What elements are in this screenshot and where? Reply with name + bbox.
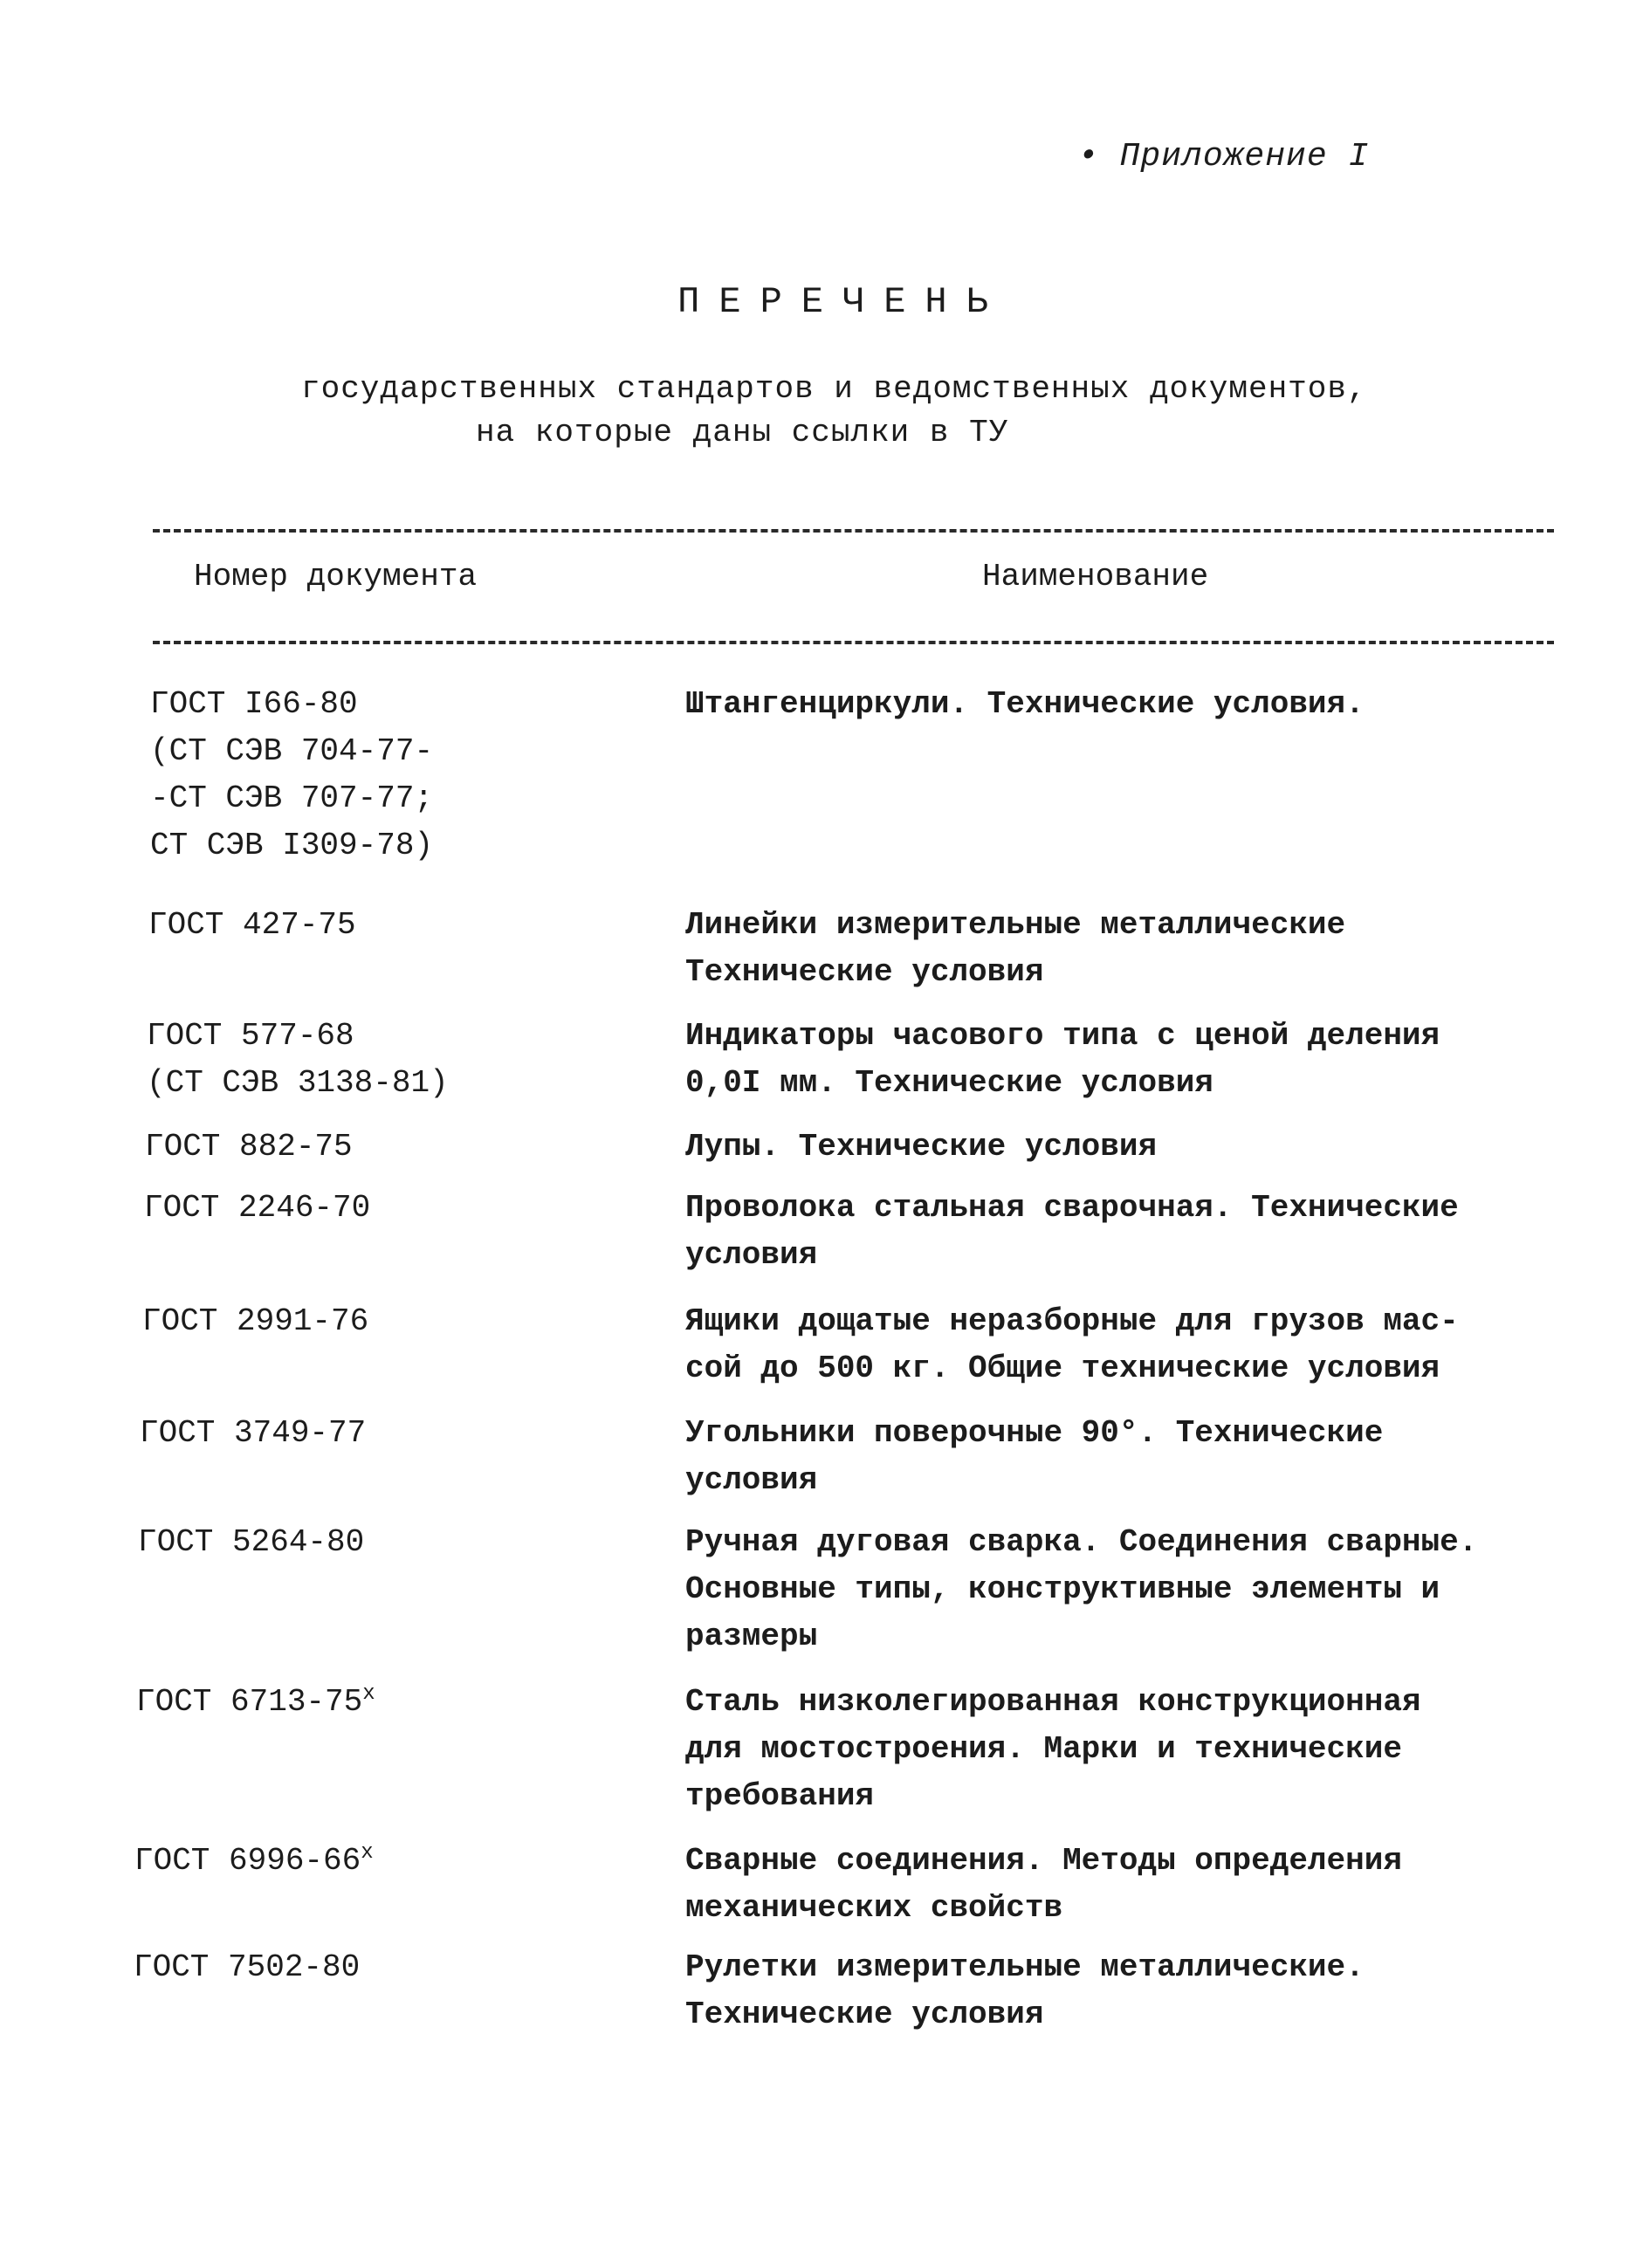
document-number-note: (СТ СЭВ 704-77-	[150, 733, 434, 769]
document-number: ГОСТ 3749-77	[140, 1415, 367, 1451]
document-number-note: -СТ СЭВ 707-77;	[150, 780, 434, 816]
document-name: Сварные соединения. Методы определения механических свойств	[685, 1843, 1402, 1926]
document-name: Линейки измерительные металлические Технические условия	[685, 907, 1346, 990]
document-name: Ручная дуговая сварка. Соединения сварные. Основные типы, конструктивные элементы и размеры	[685, 1524, 1478, 1654]
appendix-label: • Приложение I	[1078, 138, 1370, 175]
document-number: ГОСТ 577-68	[147, 1018, 354, 1054]
document-name: Ящики дощатые неразборные для грузов мас- сой до 500 кг. Общие технические условия	[685, 1303, 1459, 1386]
document-number-cell	[148, 902, 356, 949]
document-number-mark: x	[361, 1841, 374, 1865]
document-number-mark: x	[362, 1682, 375, 1706]
document-number: ГОСТ 6713-75	[136, 1684, 363, 1720]
document-number-cell	[142, 1298, 368, 1345]
document-number: ГОСТ 427-75	[148, 907, 356, 943]
document-number: ГОСТ 882-75	[145, 1129, 353, 1165]
document-number-cell	[150, 681, 433, 869]
document-number-cell	[134, 1838, 374, 1885]
document-name: Рулетки измерительные металлические. Технические условия	[685, 1949, 1365, 2032]
document-name: Проволока стальная сварочная. Технические условия	[685, 1190, 1459, 1273]
document-title: ПЕРЕЧЕНЬ	[677, 281, 1007, 323]
document-name: Лупы. Технические условия	[685, 1129, 1158, 1165]
document-number-cell	[134, 1944, 360, 1991]
document-number: ГОСТ 7502-80	[134, 1949, 361, 1985]
document-number-cell	[136, 1679, 375, 1726]
document-number-cell	[144, 1185, 370, 1232]
document-name: Штангенциркули. Технические условия.	[685, 686, 1365, 722]
document-number-cell	[145, 1124, 353, 1171]
document-number: ГОСТ 2991-76	[142, 1303, 369, 1339]
document-number-note: (СТ СЭВ 3138-81)	[147, 1065, 449, 1101]
document-number-cell	[138, 1519, 364, 1566]
subtitle-line-1: государственных стандартов и ведомственных документов,	[301, 371, 1367, 407]
column-header-number: Номер документа	[194, 559, 478, 594]
document-number-with-mark	[136, 1679, 375, 1726]
document-number: ГОСТ 5264-80	[138, 1524, 365, 1560]
column-header-name: Наименование	[982, 559, 1209, 594]
document-name: Угольники поверочные 90°. Технические условия	[685, 1415, 1384, 1498]
document-number-note: СТ СЭВ I309-78)	[150, 828, 434, 863]
document-number-cell	[140, 1410, 366, 1457]
document-number: ГОСТ 2246-70	[144, 1190, 371, 1226]
document-name: Сталь низколегированная конструкционная для мостостроения. Марки и технические требования	[685, 1684, 1421, 1814]
document-name: Индикаторы часового типа с ценой деления 0,0I мм. Технические условия	[685, 1018, 1440, 1101]
document-number: ГОСТ 6996-66	[134, 1843, 361, 1879]
document-number: ГОСТ I66-80	[150, 686, 358, 722]
document-number-cell	[147, 1013, 449, 1107]
document-number-with-mark	[134, 1838, 374, 1885]
subtitle-line-2: на которые даны ссылки в ТУ	[476, 415, 1009, 450]
